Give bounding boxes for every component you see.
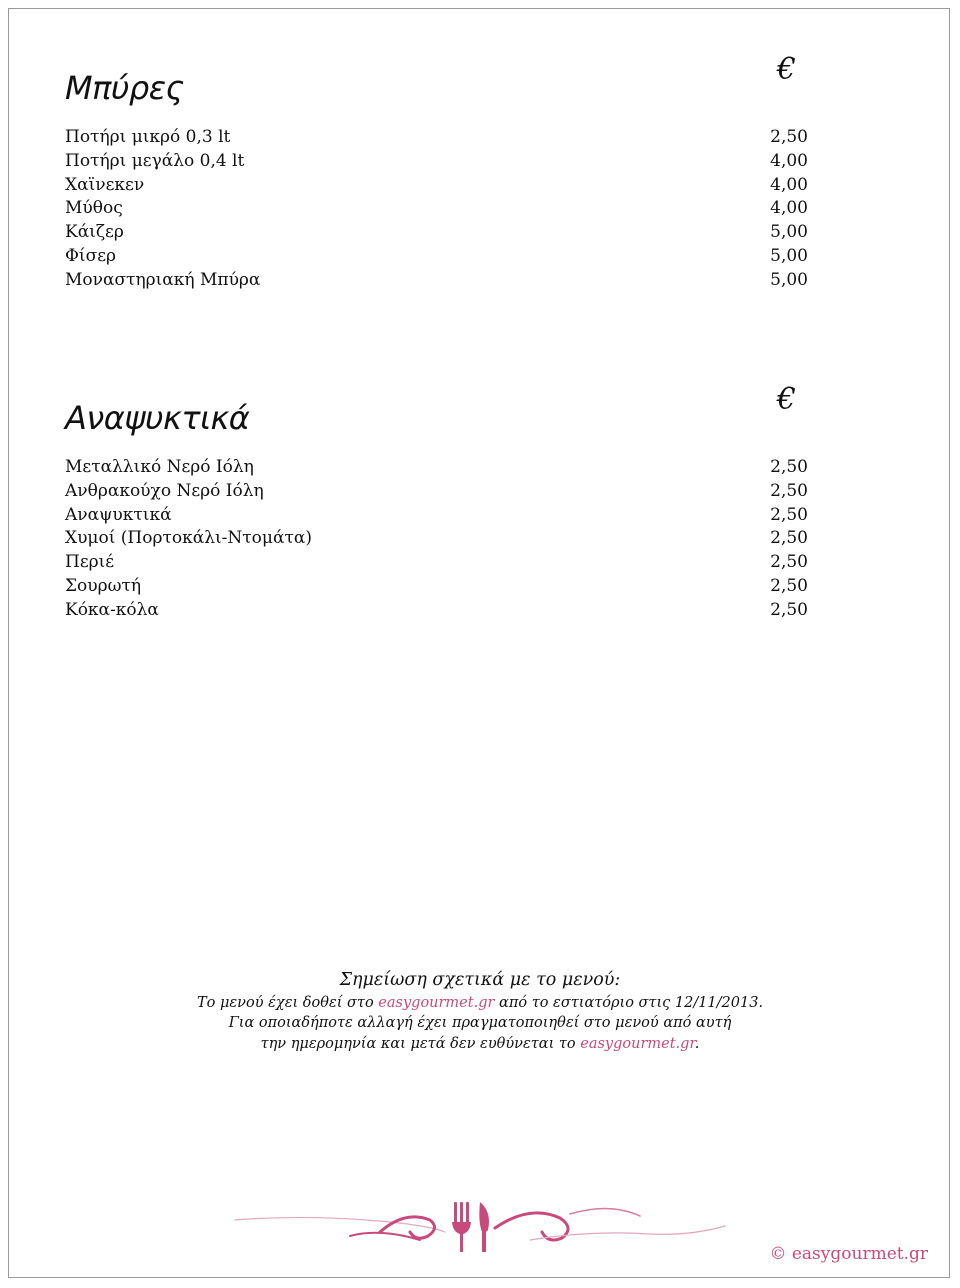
note-line-2: Για οποιαδήποτε αλλαγή έχει πραγματοποιηθεί στο μενού από αυτή <box>228 1015 732 1031</box>
menu-item-name: Ποτήρι μεγάλο 0,4 lt <box>65 150 245 171</box>
menu-item-row <box>65 245 808 269</box>
note-line-3 <box>0 1034 960 1055</box>
menu-item-row <box>65 527 808 551</box>
easygourmet-link[interactable]: easygourmet.gr <box>378 994 495 1011</box>
easygourmet-link[interactable]: easygourmet.gr <box>580 1035 695 1052</box>
beers-list <box>65 126 808 293</box>
menu-item-row <box>65 221 808 245</box>
menu-item-name: Μύθος <box>65 198 123 219</box>
copyright-text[interactable]: © easygourmet.gr <box>769 1244 928 1264</box>
beers-currency-symbol: € <box>776 52 796 87</box>
menu-item-price: 2,50 <box>770 575 808 596</box>
menu-item-row <box>65 174 808 198</box>
menu-item-name: Φίσερ <box>65 245 117 266</box>
note-title: Σημείωση σχετικά με το μενού: <box>339 970 621 990</box>
soft-drinks-section <box>65 382 808 623</box>
beers-section <box>65 52 808 293</box>
menu-item-name: Χυμοί (Πορτοκάλι-Ντομάτα) <box>65 528 312 549</box>
soft-drinks-list <box>65 456 808 623</box>
menu-item-row <box>65 456 808 480</box>
beers-title: Μπύρες <box>65 69 184 107</box>
menu-item-name: Σουρωτή <box>65 575 142 596</box>
menu-item-price: 4,00 <box>770 174 808 195</box>
menu-item-row <box>65 197 808 221</box>
menu-item-price: 2,50 <box>770 599 808 620</box>
menu-item-price: 2,50 <box>770 480 808 501</box>
menu-item-row <box>65 599 808 623</box>
menu-item-name: Κόκα-κόλα <box>65 599 159 620</box>
menu-item-name: Κάιζερ <box>65 222 124 243</box>
menu-item-row <box>65 551 808 575</box>
soft-drinks-currency-symbol: € <box>776 382 796 417</box>
menu-item-row <box>65 126 808 150</box>
menu-item-name: Χαϊνεκεν <box>65 174 145 195</box>
menu-item-row <box>65 575 808 599</box>
menu-item-price: 4,00 <box>770 198 808 219</box>
soft-drinks-title: Αναψυκτικά <box>65 399 250 437</box>
menu-item-price: 2,50 <box>770 457 808 477</box>
note-line-3-text: την ημερομηνία και μετά δεν ευθύνεται το <box>260 1035 581 1052</box>
menu-item-name: Ποτήρι μικρό 0,3 lt <box>65 127 231 147</box>
ornament-swirl-icon <box>230 1192 730 1256</box>
menu-item-row <box>65 504 808 528</box>
menu-item-price: 2,50 <box>770 504 808 525</box>
menu-item-name: Ανθρακούχο Νερό Ιόλη <box>65 480 264 501</box>
note-line-1-text: Το μενού έχει δοθεί στο <box>196 994 379 1011</box>
note-line-1 <box>0 993 960 1014</box>
menu-item-price: 2,50 <box>770 127 808 147</box>
menu-item-row <box>65 269 808 293</box>
menu-item-row <box>65 150 808 174</box>
menu-item-name: Περιέ <box>65 552 115 573</box>
menu-item-name: Μεταλλικό Νερό Ιόλη <box>65 457 254 477</box>
menu-item-name: Μοναστηριακή Μπύρα <box>65 269 261 290</box>
note-line-1-tail: από το εστιατόριο στις 12/11/2013. <box>494 994 764 1011</box>
menu-note <box>0 970 960 1054</box>
note-line-3-tail: . <box>694 1035 700 1052</box>
menu-item-price: 4,00 <box>770 150 808 171</box>
menu-item-price: 2,50 <box>770 528 808 549</box>
menu-item-price: 2,50 <box>770 552 808 573</box>
menu-item-row <box>65 480 808 504</box>
menu-item-price: 5,00 <box>770 222 808 243</box>
menu-item-price: 5,00 <box>770 245 808 266</box>
menu-item-price: 5,00 <box>770 269 808 290</box>
menu-item-name: Αναψυκτικά <box>65 504 172 525</box>
fork-icon <box>452 1202 489 1252</box>
